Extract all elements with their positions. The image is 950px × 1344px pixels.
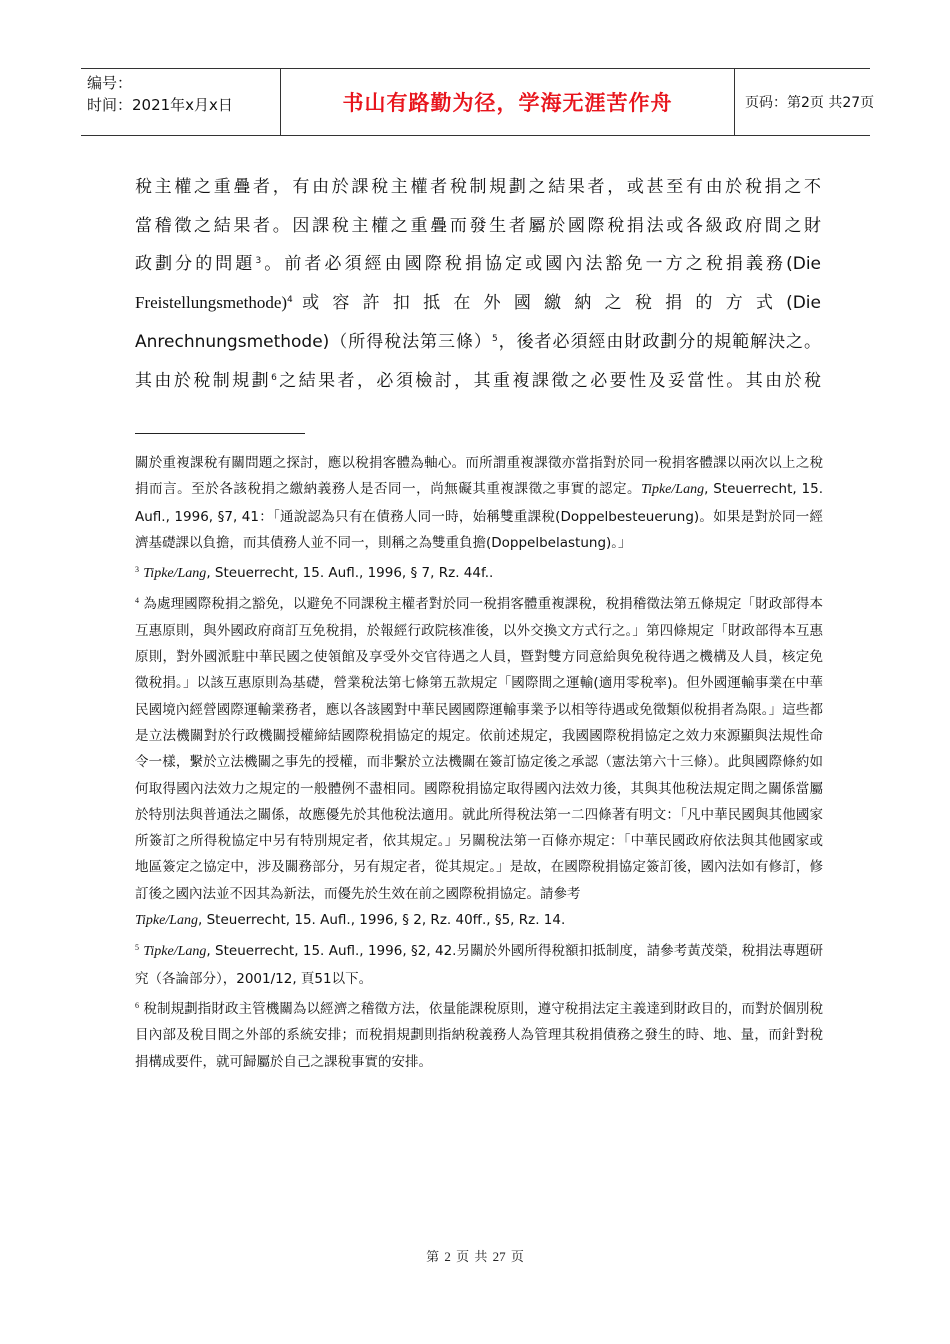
footnote-4: $^4$ 為處理國際稅捐之豁免，以避免不同課稅主權者對於同一稅捐客體重複課稅，稅捐稽徵法第五條規定「財政部得本互惠原則，與外國政府商訂互免稅捐，於報經行政院核准後，以外交換文方式行之。」第四條規定「財政部得本互惠原則，對外國派駐中華民國之使領館及享受外交官待遇之人員，暨對雙方同意給與免稅待遇之機構及人員，核定免徵稅捐。」以該互惠原則為基礎，營業稅法第七條第五款規定「國際間之運輸(適用零稅率)。但外國運輸事業在中華民國境內經營國際運輸業務者，應以各該國對中華民國國際運輸事業予以相等待遇或免徵類似稅捐者為限。」這些都是立法機關對於行政機關授權締結國際稅捐協定的規定。依前述規定，我國國際稅捐協定之效力來源顯與法規性命令一樣，繫於立法機關之事先的授權，而非繫於立法機關在簽訂協定後之承認（憲法第六十三條）。此與國際條約如何取得國內法效力之規定的一般體例不盡相同。國際稅捐協定取得國內法效力後，其與其他稅法規定間之關係當屬於特別法與普通法之關係，故應優先於其他稅法適用。就此所得稅法第一二四條著有明文：「凡中華民國與其他國家所簽訂之所得稅協定中另有特別規定者，依其規定。」另關稅法第一百條亦規定：「中華民國政府依法與其他國家或地區簽定之協定中，涉及關務部分，另有規定者，從其規定。」是故，在國際稅捐協定簽訂後，國內法如有修訂，修訂後之國內法並不因其為新法，而優先於生效在前之國際稅捐協定。請參考 Tipke/Lang, Steuerrecht, 15. Aufl., 1996, § 2, Rz. 40ff., §5, Rz. 14.: [135, 596, 823, 929]
body-text: [135, 168, 821, 400]
header-motto: 书山有路勤为径，学海无涯苦作舟: [281, 69, 735, 135]
body-line: Anrechnungsmethode)（所得稅法第三條）$^5$，後者必須經由財政劃分的規範解決之。: [135, 331, 821, 352]
body-line: Freistellungsmethode)$^4$ 或 容 許 扣 抵 在 外 國 繳 納 之 稅 捐 的 方 式 (Die: [135, 293, 821, 314]
footnote-5: $^5$ Tipke/Lang, Steuerrecht, 15. Aufl., 1996, §2, 42.另關於外國所得稅額扣抵制度，請參考黃茂榮，稅捐法專題研究（各論部分），2001/12, 頁51以下。: [135, 943, 823, 987]
body-line: 政劃分的問題$^3$。前者必須經由國際稅捐協定或國內法豁免一方之稅捐義務(Die: [135, 254, 822, 275]
page-footer: 第 2 页 共 27 页: [426, 1249, 524, 1264]
header-number-label: 编号：: [87, 74, 133, 92]
footnote-ref: 3: [255, 256, 262, 267]
footnote-2: 關於重複課稅有關問題之探討，應以稅捐客體為軸心。而所謂重複課徵亦當指對於同一稅捐客體課以兩次以上之稅捐而言。至於各該稅捐之繳納義務人是否同一，尚無礙其重複課徵之事實的認定。Tipke/Lang, Steuerrecht, 15. Aufl., 1996, §7, 41：「通說認為只有在債務人同一時，始稱雙重課稅(Doppelbesteuerung)。如果是對於同一經濟基礎課以負擔，而其債務人並不同一，則稱之為雙重負擔(Doppelbelastung)。」: [135, 455, 824, 551]
document-header: [81, 68, 875, 136]
header-page-label: 页码：第2页 共27页: [745, 95, 875, 111]
footnote-ref: 6: [271, 372, 277, 383]
body-line: 稅主權之重疊者，有由於課稅主權者稅制規劃之結果者，或甚至有由於稅捐之不: [135, 177, 821, 197]
footnote-separator: [135, 433, 305, 434]
footnote-ref: 5: [491, 333, 498, 344]
body-line: 當稽徵之結果者。因課稅主權之重疊而發生者屬於國際稅捐法或各級政府間之財: [135, 215, 821, 236]
footnote-6: $^6$ 稅制規劃指財政主管機關為以經濟之稽徵方法，依量能課稅原則，遵守稅捐法定主義達到財政目的，而對於個別稅目內部及稅目間之外部的系統安排；而稅捐規劃則指納稅義務人為管理其稅捐債務之發生的時、地、量，而針對稅捐構成要件，就可歸屬於自己之課稅事實的安排。: [135, 1000, 823, 1070]
header-date-label: 时间：2021年x月x日: [87, 96, 233, 114]
body-line: 其由於稅制規劃$^6$之結果者，必須檢討，其重複課徵之必要性及妥當性。其由於稅: [135, 370, 822, 391]
footnote-3: $^3$ Tipke/Lang, Steuerrecht, 15. Aufl., 1996, § 7, Rz. 44f..: [135, 565, 494, 582]
footnote-ref: 4: [287, 295, 293, 306]
header-meta: [81, 69, 281, 135]
footnotes: [135, 450, 823, 1079]
